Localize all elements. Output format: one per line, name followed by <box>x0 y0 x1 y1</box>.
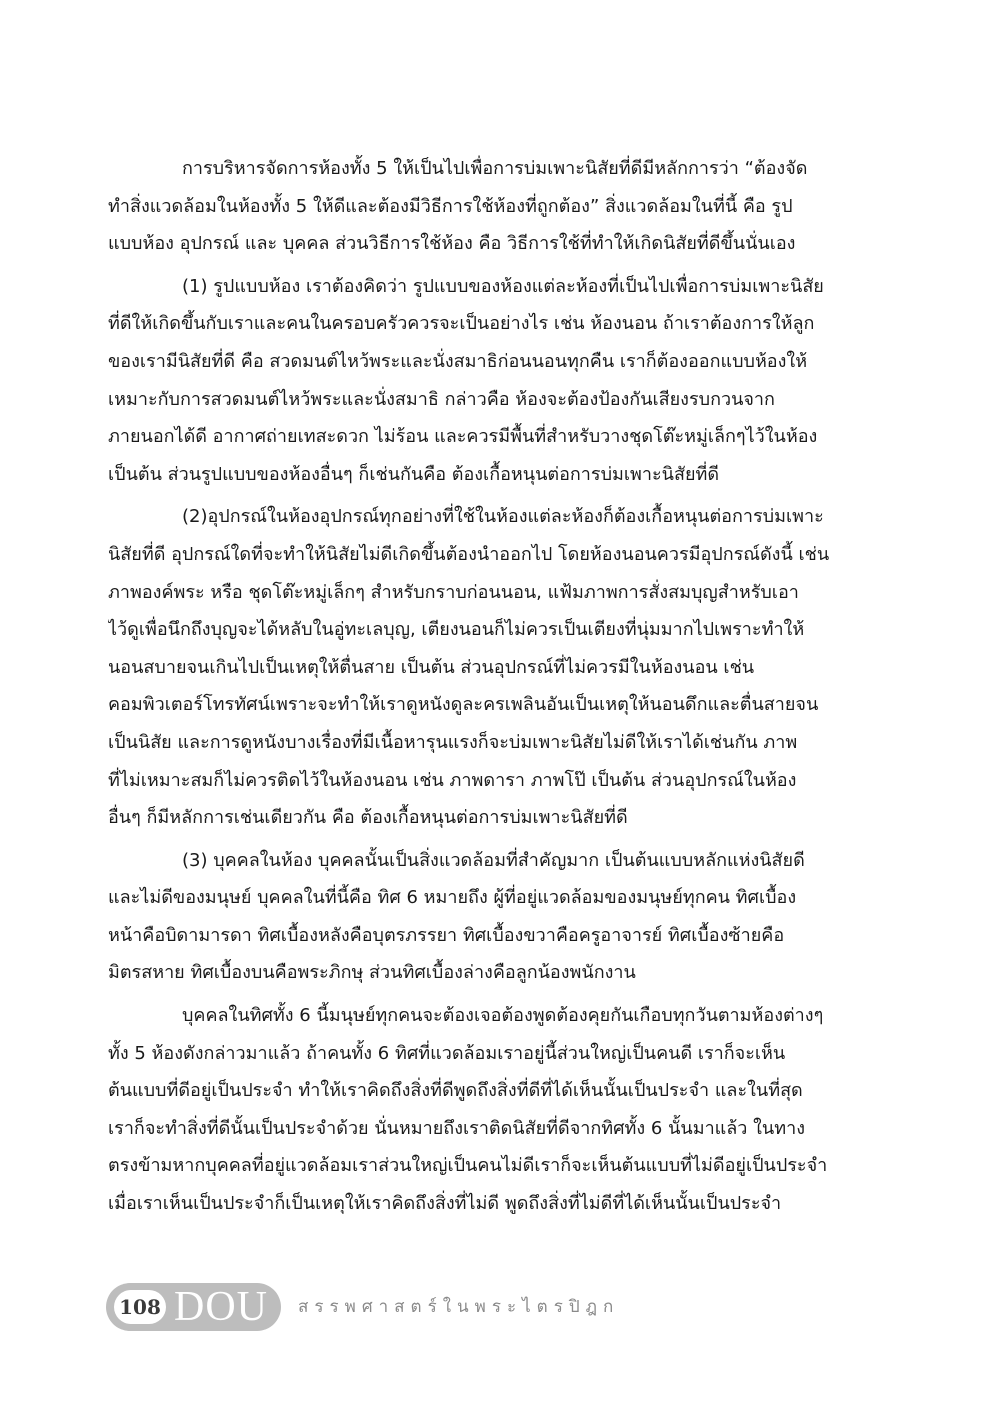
text-line: ตรงข้ามหากบุคคลที่อยู่แวดล้อมเราส่วนใหญ่เป็นคนไม่ดีเราก็จะเห็นต้นแบบที่ไม่ดีอยู่เป็นประจำ <box>108 1155 828 1177</box>
text-line: เหมาะกับการสวดมนต์ไหว้พระและนั่งสมาธิ กล่าวคือ ห้องจะต้องป้องกันเสียงรบกวนจาก <box>108 388 775 410</box>
dou-logo: DOU <box>174 1284 268 1330</box>
text-line: (3) บุคคลในห้อง บุคคลนั้นเป็นสิ่งแวดล้อมที่สำคัญมาก เป็นต้นแบบหลักแห่งนิสัยดี <box>182 849 805 871</box>
text-line: นิสัยที่ดี อุปกรณ์ใดที่จะทำให้นิสัยไม่ดีเกิดขึ้นต้องนำออกไป โดยห้องนอนควรมีอุปกรณ์ดังนี้ เช่น <box>108 543 830 565</box>
text-line: หน้าคือบิดามารดา ทิศเบื้องหลังคือบุตรภรรยา ทิศเบื้องขวาคือครูอาจารย์ ทิศเบื้องซ้ายคือ <box>108 924 785 946</box>
text-line: (2)อุปกรณ์ในห้องอุปกรณ์ทุกอย่างที่ใช้ในห้องแต่ละห้องก็ต้องเกื้อหนุนต่อการบ่มเพาะ <box>182 506 824 528</box>
book-title: สรรพศาสตร์ในพระไตรปิฎก <box>298 1297 620 1317</box>
text-line: และไม่ดีของมนุษย์ บุคคลในที่นี้คือ ทิศ 6 หมายถึง ผู้ที่อยู่แวดล้อมของมนุษย์ทุกคน ทิศเบื้อง <box>108 887 797 909</box>
paragraph-six-directions <box>108 997 894 1223</box>
text-line: ภายนอกได้ดี อากาศถ่ายเทสะดวก ไม่ร้อน และควรมีพื้นที่สำหรับวางชุดโต๊ะหมู่เล็กๆไว้ในห้อง <box>108 426 818 448</box>
text-line: ทำสิ่งแวดล้อมในห้องทั้ง 5 ให้ดีและต้องมีวิธีการใช้ห้องที่ถูกต้อง” สิ่งแวดล้อมในที่นี้ คือ รูป <box>108 195 793 217</box>
paragraph-people <box>108 842 894 992</box>
text-line: ไว้ดูเพื่อนึกถึงบุญจะได้หลับในอู่ทะเลบุญ, เตียงนอนก็ไม่ควรเป็นเตียงที่นุ่มมากไปเพราะทำให้ <box>108 619 805 641</box>
text-line: ทั้ง 5 ห้องดังกล่าวมาแล้ว ถ้าคนทั้ง 6 ทิศที่แวดล้อมเราอยู่นี้ส่วนใหญ่เป็นคนดี เราก็จะเห็น <box>108 1042 786 1064</box>
text-line: การบริหารจัดการห้องทั้ง 5 ให้เป็นไปเพื่อการบ่มเพาะนิสัยที่ดีมีหลักการว่า “ต้องจัด <box>182 158 808 179</box>
text-line: เมื่อเราเห็นเป็นประจำก็เป็นเหตุให้เราคิดถึงสิ่งที่ไม่ดี พูดถึงสิ่งที่ไม่ดีที่ได้เห็นนั้นเป็นประจำ <box>108 1193 782 1215</box>
text-line: (1) รูปแบบห้อง เราต้องคิดว่า รูปแบบของห้องแต่ละห้องที่เป็นไปเพื่อการบ่มเพาะนิสัย <box>182 275 824 297</box>
footer-badge <box>106 1283 281 1331</box>
text-line: เป็นต้น ส่วนรูปแบบของห้องอื่นๆ ก็เช่นกันคือ ต้องเกื้อหนุนต่อการบ่มเพาะนิสัยที่ดี <box>108 463 720 485</box>
text-line: ภาพองค์พระ หรือ ชุดโต๊ะหมู่เล็กๆ สำหรับกราบก่อนนอน, แฟ้มภาพการสั่งสมบุญสำหรับเอา <box>108 581 799 603</box>
page-footer <box>106 1283 906 1331</box>
paragraph-intro <box>108 150 894 263</box>
text-line: แบบห้อง อุปกรณ์ และ บุคคล ส่วนวิธีการใช้ห้อง คือ วิธีการใช้ที่ทำให้เกิดนิสัยที่ดีขึ้นนั่นเอง <box>108 233 796 255</box>
text-line: ที่ดีให้เกิดขึ้นกับเราและคนในครอบครัวควรจะเป็นอย่างไร เช่น ห้องนอน ถ้าเราต้องการให้ลูก <box>108 313 815 335</box>
text-line: นอนสบายจนเกินไปเป็นเหตุให้ตื่นสาย เป็นต้น ส่วนอุปกรณ์ที่ไม่ควรมีในห้องนอน เช่น <box>108 656 755 678</box>
text-line: เราก็จะทำสิ่งที่ดีนั้นเป็นประจำด้วย นั่นหมายถึงเราติดนิสัยที่ดีจากทิศทั้ง 6 นั้นมาแล้ว ในทาง <box>108 1117 805 1139</box>
page-number: 108 <box>114 1290 166 1324</box>
text-line: ต้นแบบที่ดีอยู่เป็นประจำ ทำให้เราคิดถึงสิ่งที่ดีพูดถึงสิ่งที่ดีที่ได้เห็นนั้นเป็นประจำ และในที่สุด <box>108 1080 803 1102</box>
paragraph-room-design <box>108 268 894 494</box>
paragraph-equipment <box>108 498 894 836</box>
text-line: อื่นๆ ก็มีหลักการเช่นเดียวกัน คือ ต้องเกื้อหนุนต่อการบ่มเพาะนิสัยที่ดี <box>108 807 628 829</box>
text-line: คอมพิวเตอร์โทรทัศน์เพราะจะทำให้เราดูหนังดูละครเพลินอันเป็นเหตุให้นอนดึกและตื่นสายจน <box>108 694 819 716</box>
text-line: บุคคลในทิศทั้ง 6 นี้มนุษย์ทุกคนจะต้องเจอต้องพูดต้องคุยกันเกือบทุกวันตามห้องต่างๆ <box>182 1005 824 1027</box>
text-line: ที่ไม่เหมาะสมก็ไม่ควรติดไว้ในห้องนอน เช่น ภาพดารา ภาพโป๊ เป็นต้น ส่วนอุปกรณ์ในห้อง <box>108 769 797 791</box>
page-body <box>108 150 894 1228</box>
text-line: ของเรามีนิสัยที่ดี คือ สวดมนต์ไหว้พระและนั่งสมาธิก่อนนอนทุกคืน เราก็ต้องออกแบบห้องให้ <box>108 350 808 372</box>
text-line: มิตรสหาย ทิศเบื้องบนคือพระภิกษุ ส่วนทิศเบื้องล่างคือลูกน้องพนักงาน <box>108 962 636 984</box>
text-line: เป็นนิสัย และการดูหนังบางเรื่องที่มีเนื้อหารุนแรงก็จะบ่มเพาะนิสัยไม่ดีให้เราได้เช่นกัน ภาพ <box>108 731 798 753</box>
